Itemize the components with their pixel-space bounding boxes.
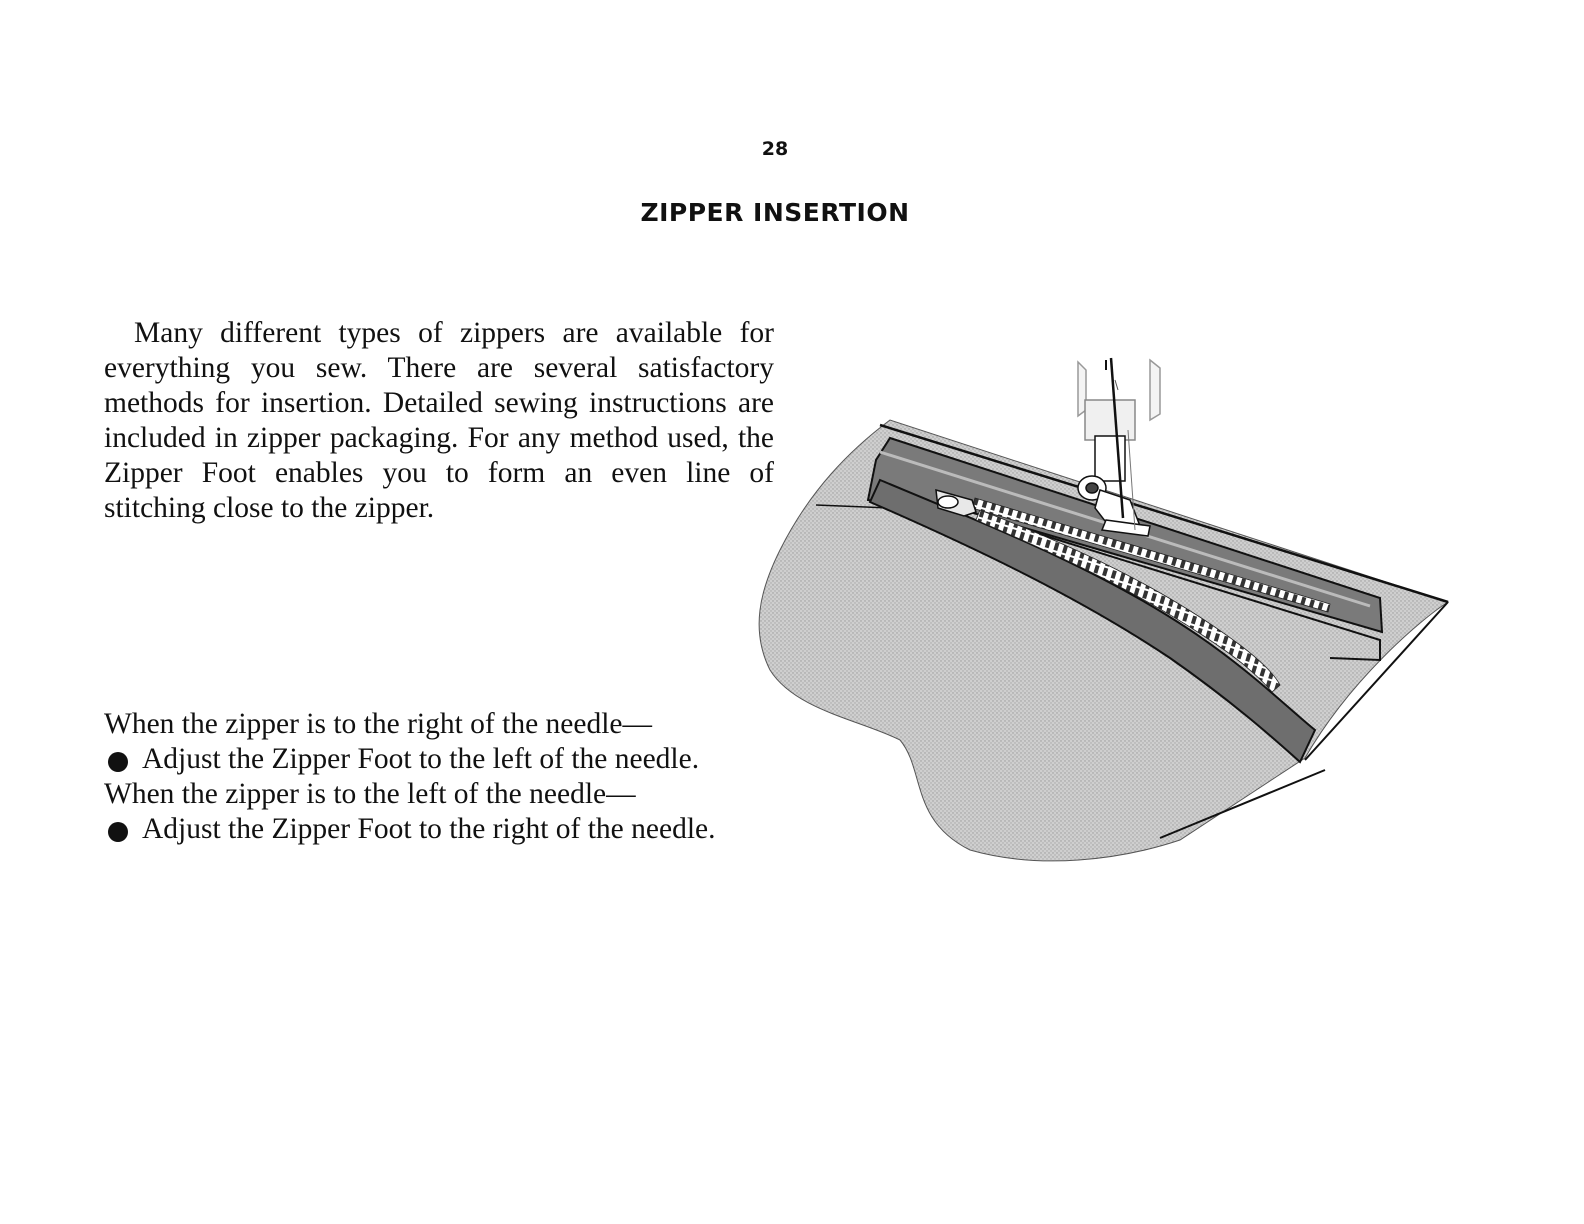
- bullet-icon: [108, 752, 128, 772]
- instructions-list: [104, 707, 774, 847]
- page-number: 28: [761, 138, 789, 160]
- condition-zipper-left: When the zipper is to the left of the needle—: [104, 778, 636, 810]
- step-adjust-foot-right: [104, 812, 774, 847]
- intro-paragraph: Many different types of zippers are available for everything you sew. There are several satisfactory methods for insertion. Detailed sewing instructions are included in zipper packaging. For any method used, the Zipper Foot enables you to form an even line of stitching close to the zipper.: [104, 317, 774, 524]
- page-title: ZIPPER INSERTION: [640, 198, 910, 227]
- bullet-icon: [108, 822, 128, 842]
- condition-zipper-right: When the zipper is to the right of the needle—: [104, 708, 653, 740]
- zipper-foot-sewing-illustration: [740, 340, 1460, 880]
- step-adjust-foot-left: [104, 742, 774, 777]
- step-text: Adjust the Zipper Foot to the right of the needle.: [142, 813, 716, 845]
- step-text: Adjust the Zipper Foot to the left of the needle.: [142, 743, 700, 775]
